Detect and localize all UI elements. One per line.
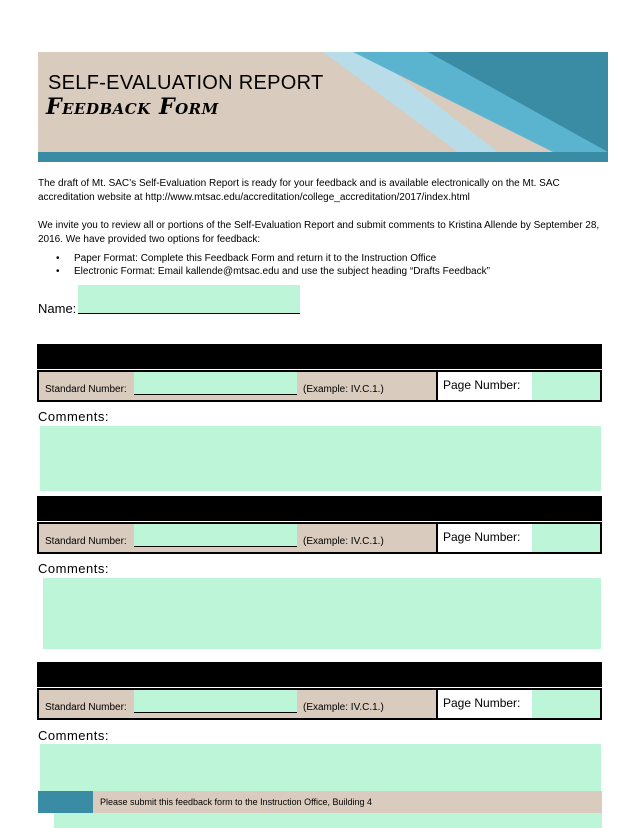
comments-input[interactable]: [40, 426, 601, 491]
comments-label: Comments:: [38, 561, 109, 576]
entry-3-header-bar: [37, 662, 602, 687]
page-number-box: [436, 690, 600, 718]
standard-number-label: Standard Number:: [45, 702, 127, 713]
intro-paragraph-2: We invite you to review all or portions of the Self-Evaluation Report and submit comments to Kristina Allende by September 28, 2016. We have provided two options for feedback:: [38, 220, 600, 245]
page-number-label: Page Number:: [443, 378, 521, 392]
comments-label: Comments:: [38, 728, 109, 743]
entry-1-header-bar: [37, 344, 602, 369]
standard-number-input[interactable]: [134, 524, 297, 547]
option-electronic: • Electronic Format: Email kallende@mtsac.edu and use the subject heading “Drafts Feedback”: [56, 265, 490, 278]
page-number-label: Page Number:: [443, 530, 521, 544]
page-number-label: Page Number:: [443, 696, 521, 710]
entry-2-header-bar: [37, 496, 602, 521]
option-paper: • Paper Format: Complete this Feedback Form and return it to the Instruction Office: [56, 252, 490, 265]
footer-instruction-text: Please submit this feedback form to the Instruction Office, Building 4: [100, 797, 372, 807]
page-number-box: [436, 524, 600, 552]
standard-example-hint: (Example: IV.C.1.): [303, 384, 384, 395]
banner-bottom-bar: [38, 152, 608, 162]
page-number-input[interactable]: [532, 524, 600, 552]
report-title: SELF-EVALUATION REPORT: [48, 72, 324, 94]
comments-label: Comments:: [38, 409, 109, 424]
header-banner: [38, 52, 608, 162]
entry-2-row: [37, 522, 602, 554]
page-number-input[interactable]: [532, 372, 600, 400]
footer-accent-block: [38, 791, 93, 813]
intro-paragraph-1: The draft of Mt. SAC’s Self-Evaluation Report is ready for your feedback and is available electronically on the Mt. SAC accreditation website at http://www.mtsac.edu/accreditation/college_accreditation/2017/index.html: [38, 178, 560, 203]
standard-example-hint: (Example: IV.C.1.): [303, 536, 384, 547]
comments-input[interactable]: [40, 744, 601, 792]
standard-number-label: Standard Number:: [45, 536, 127, 547]
standard-number-input[interactable]: [134, 690, 297, 713]
comments-input-continuation[interactable]: [54, 812, 602, 828]
form-subtitle: Feedback Form: [46, 94, 219, 120]
entry-3-row: [37, 688, 602, 720]
page-number-input[interactable]: [532, 690, 600, 718]
name-label: Name:: [38, 301, 77, 316]
name-input[interactable]: [78, 285, 300, 314]
standard-number-label: Standard Number:: [45, 384, 127, 395]
feedback-options-list: [56, 252, 490, 278]
footer-bar: [38, 791, 602, 813]
page-number-box: [436, 372, 600, 400]
standard-example-hint: (Example: IV.C.1.): [303, 702, 384, 713]
comments-input[interactable]: [43, 578, 601, 649]
entry-1-row: [37, 370, 602, 402]
standard-number-input[interactable]: [134, 372, 297, 395]
